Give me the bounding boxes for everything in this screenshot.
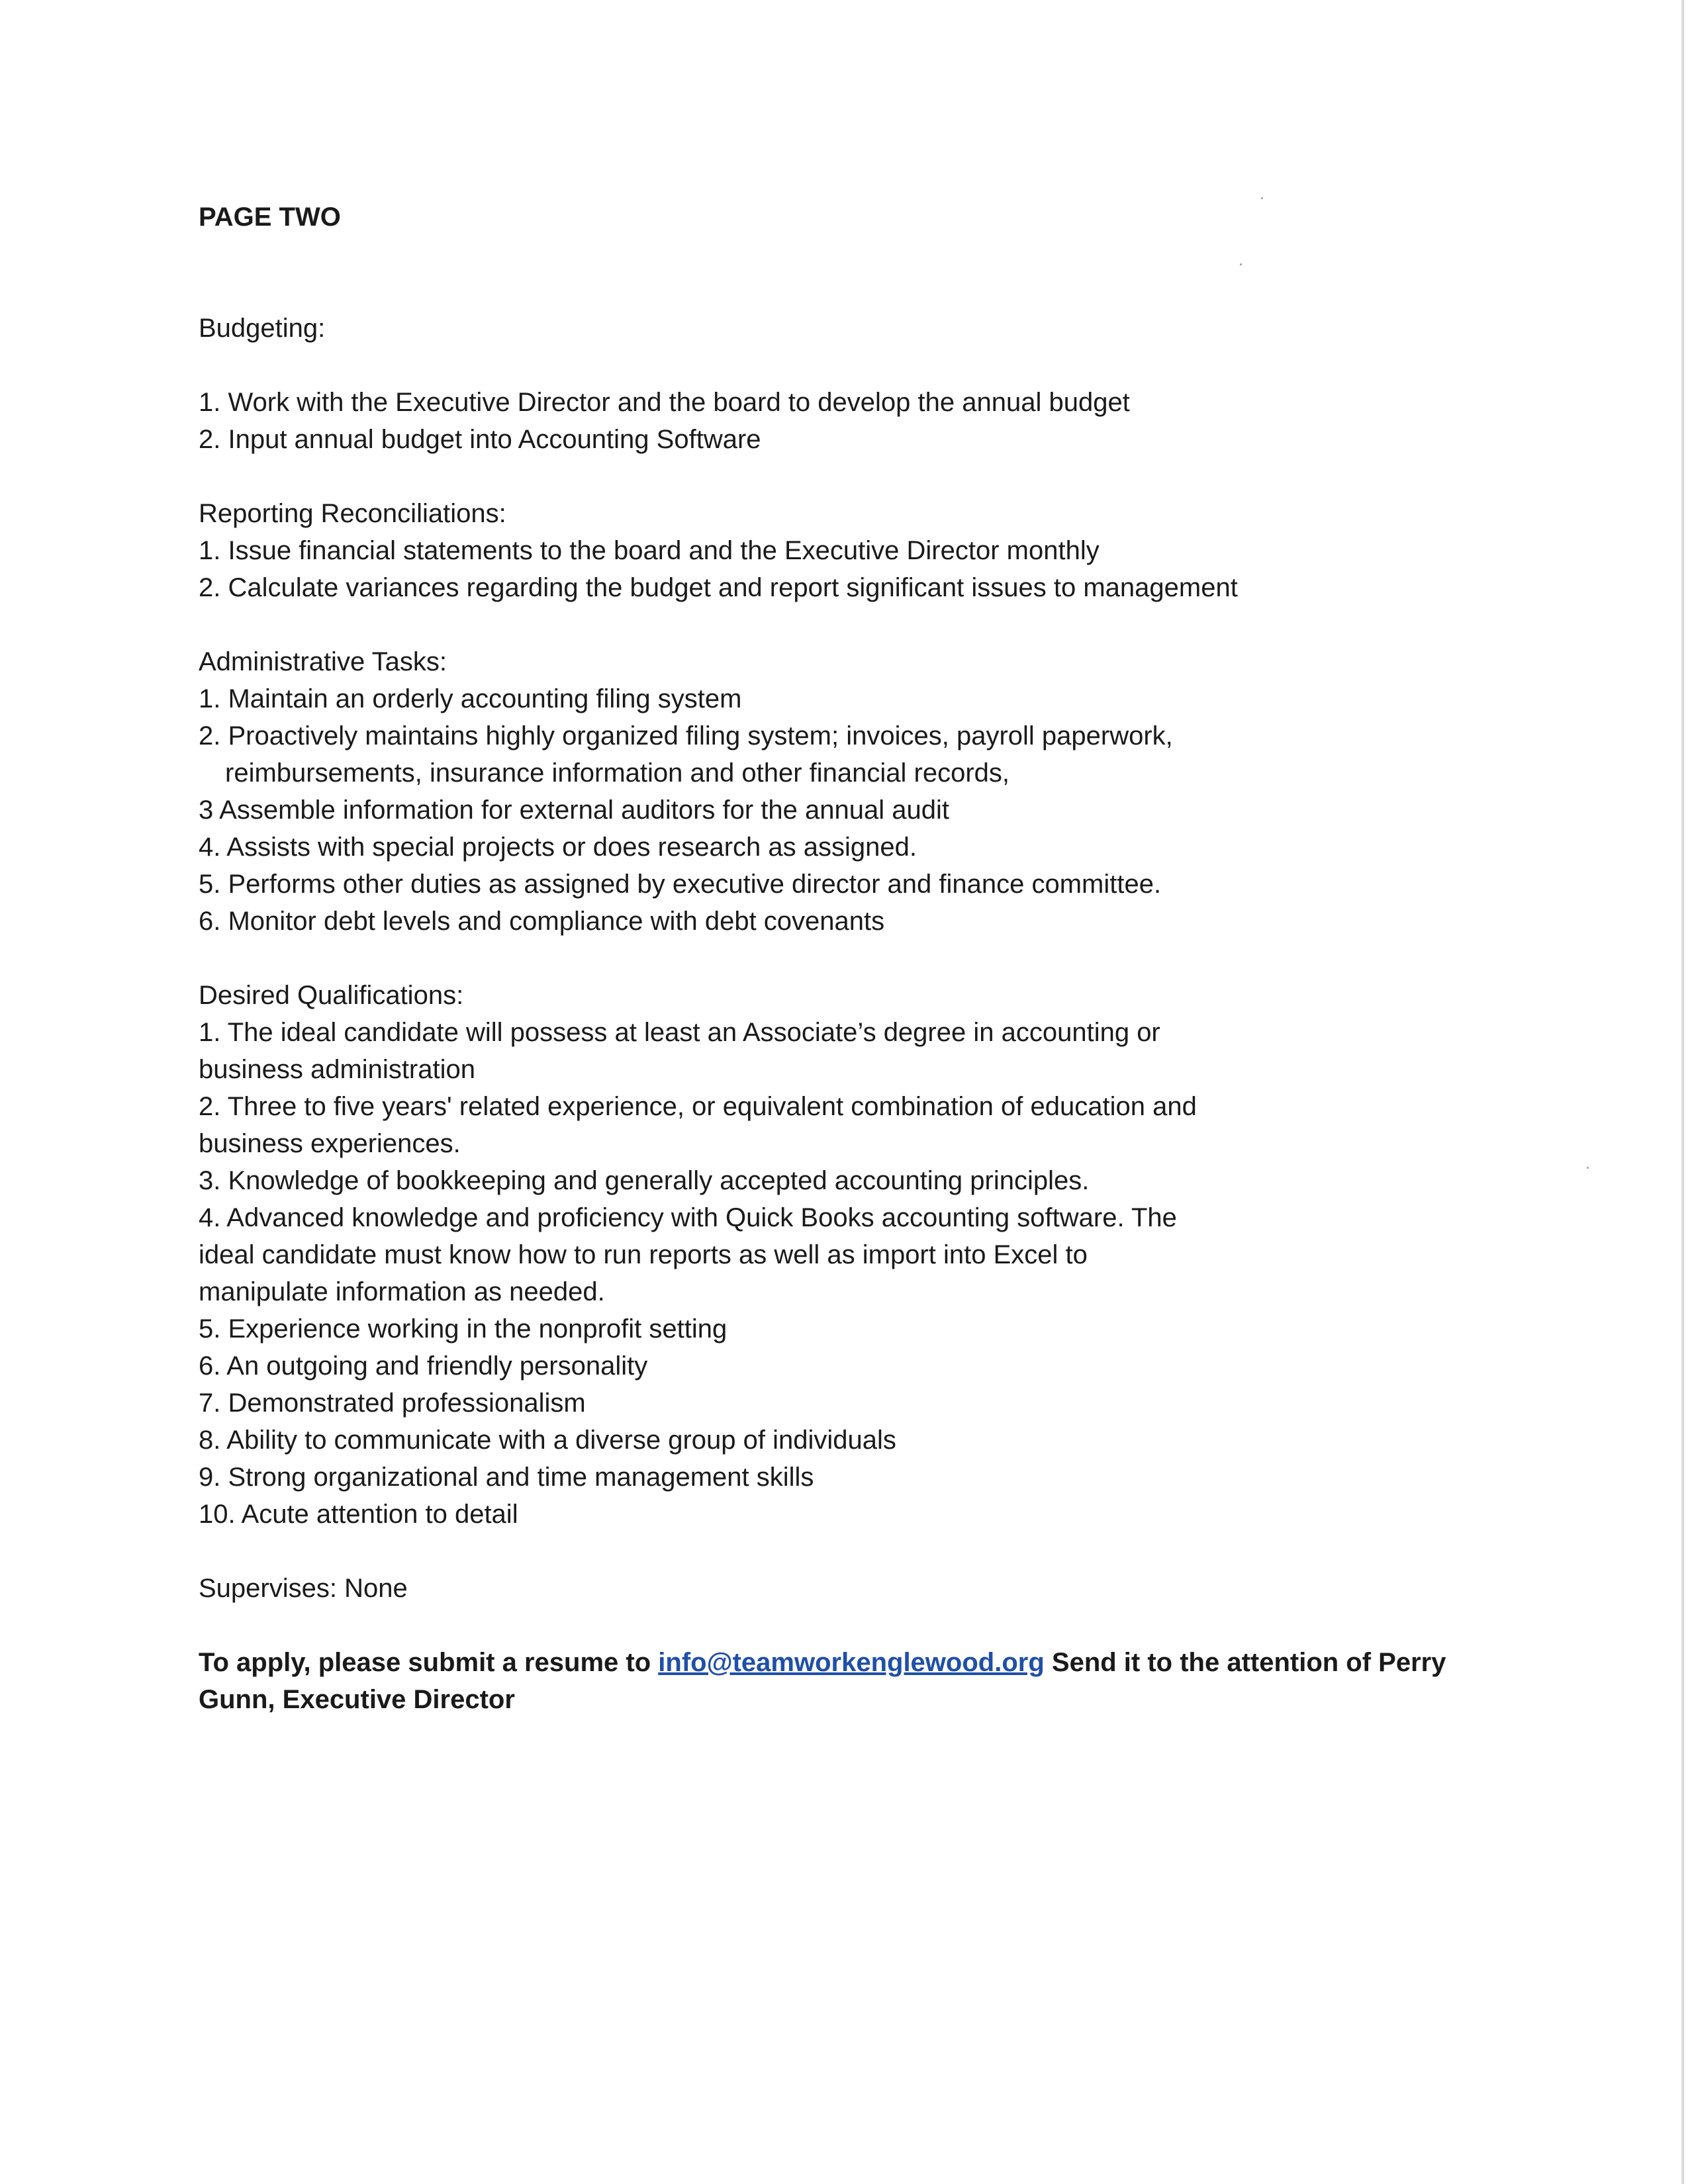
- budgeting-title: Budgeting:: [199, 314, 326, 343]
- apply-line-2: Gunn, Executive Director: [199, 1685, 515, 1714]
- qualifications-section: [199, 977, 1523, 1533]
- list-item: 2. Proactively maintains highly organized filing system; invoices, payroll paperwork,: [199, 721, 1173, 751]
- apply-suffix: Send it to the attention of Perry: [1051, 1648, 1446, 1677]
- list-item: 2. Calculate variances regarding the budget and report significant issues to management: [199, 573, 1238, 602]
- list-item: 1. Maintain an orderly accounting filing system: [199, 684, 742, 713]
- administrative-title: Administrative Tasks:: [199, 647, 447, 676]
- list-item: 4. Advanced knowledge and proficiency with Quick Books accounting software. The: [199, 1203, 1177, 1232]
- list-item: 6. Monitor debt levels and compliance with debt covenants: [199, 907, 885, 936]
- email-link[interactable]: info@teamworkenglewood.org: [658, 1648, 1045, 1677]
- list-item: 1. Issue financial statements to the board and the Executive Director monthly: [199, 536, 1100, 565]
- list-item: 2. Input annual budget into Accounting Software: [199, 425, 761, 454]
- apply-line-1: [199, 1644, 1523, 1681]
- list-item-continuation: reimbursements, insurance information and other financial records,: [225, 758, 1010, 788]
- list-item: 2. Three to five years' related experience, or equivalent combination of education and: [199, 1092, 1197, 1121]
- supervises-text: Supervises: None: [199, 1574, 408, 1603]
- list-item: 8. Ability to communicate with a diverse group of individuals: [199, 1426, 896, 1455]
- list-item: 4. Assists with special projects or does research as assigned.: [199, 833, 917, 862]
- scan-speck: [1587, 1167, 1589, 1169]
- list-item: 5. Experience working in the nonprofit setting: [199, 1314, 727, 1343]
- list-item: 3. Knowledge of bookkeeping and generally accepted accounting principles.: [199, 1166, 1090, 1195]
- list-item: 10. Acute attention to detail: [199, 1500, 518, 1529]
- list-item: 6. An outgoing and friendly personality: [199, 1351, 648, 1381]
- list-item-continuation: manipulate information as needed.: [199, 1277, 605, 1306]
- list-item: 1. The ideal candidate will possess at least an Associate’s degree in accounting or: [199, 1018, 1160, 1047]
- list-item: 3 Assemble information for external auditors for the annual audit: [199, 796, 949, 825]
- list-item-continuation: ideal candidate must know how to run reports as well as import into Excel to: [199, 1240, 1088, 1269]
- document-body: [199, 199, 1523, 1718]
- list-item: 9. Strong organizational and time management skills: [199, 1463, 814, 1492]
- reporting-title: Reporting Reconciliations:: [199, 499, 506, 528]
- qualifications-title: Desired Qualifications:: [199, 981, 464, 1010]
- budgeting-section: [199, 310, 1523, 458]
- apply-section: [199, 1644, 1523, 1718]
- list-item: 5. Performs other duties as assigned by executive director and finance committee.: [199, 870, 1162, 899]
- supervises-section: [199, 1570, 1523, 1607]
- administrative-section: [199, 643, 1523, 940]
- list-item-continuation: business experiences.: [199, 1129, 461, 1158]
- page-heading: PAGE TWO: [199, 203, 341, 232]
- scan-edge-line: [1681, 0, 1684, 2184]
- list-item: 1. Work with the Executive Director and the board to develop the annual budget: [199, 388, 1130, 417]
- reporting-section: [199, 495, 1523, 606]
- list-item: 7. Demonstrated professionalism: [199, 1388, 586, 1418]
- apply-prefix: To apply, please submit a resume to: [199, 1648, 651, 1677]
- list-item-continuation: business administration: [199, 1055, 475, 1084]
